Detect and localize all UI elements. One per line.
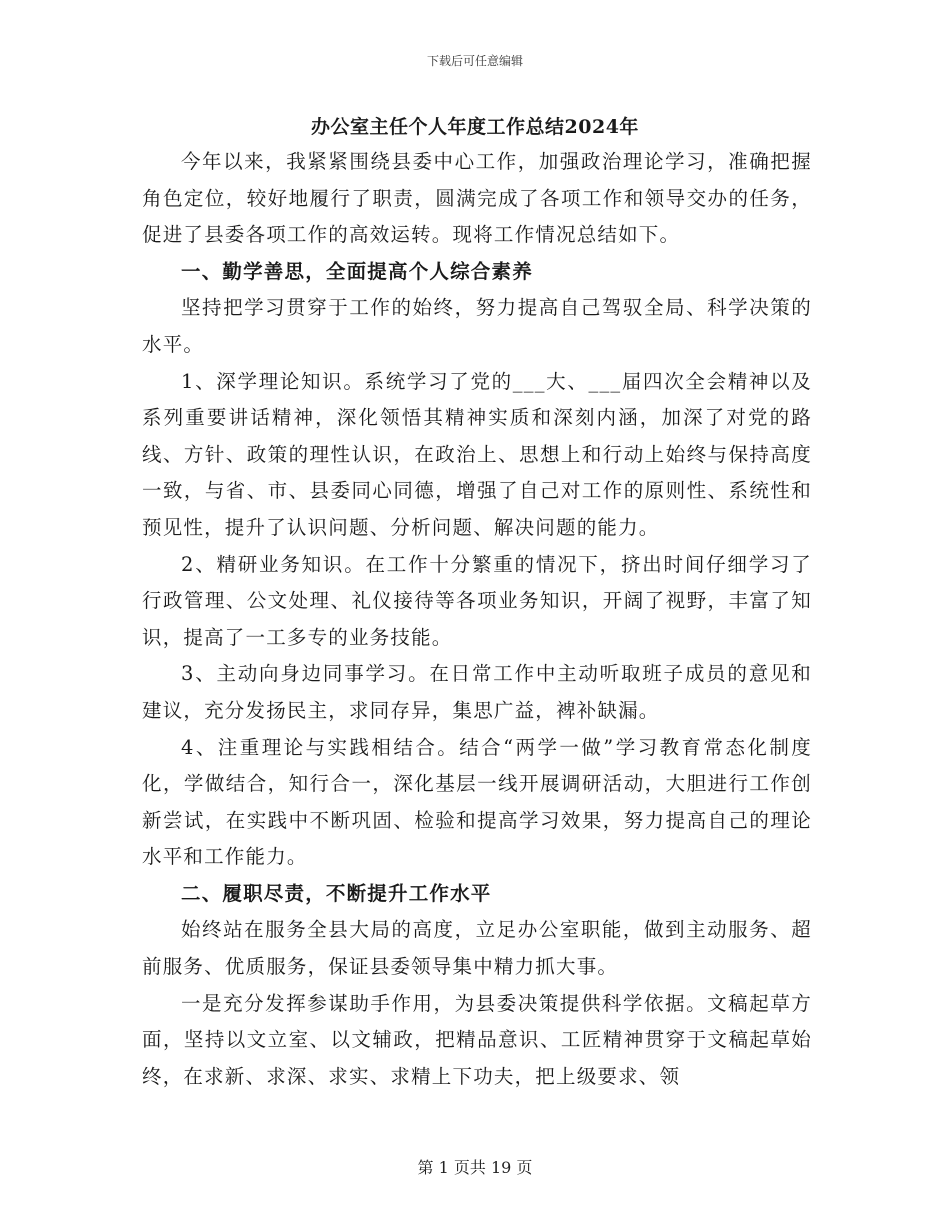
body-paragraph: 2、精研业务知识。在工作十分繁重的情况下，挤出时间仔细学习了行政管理、公文处理、礼仪接待等各项业务知识，开阔了视野，丰富了知识，提高了一工多专的业务技能。 [142,552,812,649]
page-footer: 第 1 页共 19 页 [417,1158,533,1177]
section-heading-2: 二、履职尽责，不断提升工作水平 [181,881,492,905]
document-body [142,144,812,1095]
body-paragraph: 一是充分发挥参谋助手作用，为县委决策提供科学依据。文稿起草方面，坚持以文立室、以文辅政，把精品意识、工匠精神贯穿于文稿起草始终，在求新、求深、求实、求精上下功夫，把上级要求、领 [142,991,812,1088]
body-paragraph: 3、主动向身边同事学习。在日常工作中主动听取班子成员的意见和建议，充分发扬民主，求同存异，集思广益，裨补缺漏。 [142,662,812,722]
body-paragraph: 始终站在服务全县大局的高度，立足办公室职能，做到主动服务、超前服务、优质服务，保证县委领导集中精力抓大事。 [142,918,812,979]
body-paragraph: 坚持把学习贯穿于工作的始终，努力提高自己驾驭全局、科学决策的水平。 [142,296,812,356]
section-heading-1: 一、勤学善思，全面提高个人综合素养 [181,259,533,283]
page-title: 办公室主任个人年度工作总结2024年 [311,116,639,138]
body-paragraph: 1、深学理论知识。系统学习了党的___大、___届四次全会精神以及系列重要讲话精神，深化领悟其精神实质和深刻内涵，加深了对党的路线、方针、政策的理性认识，在政治上、思想上和行动上始终与保持高度一致，与省、市、县委同心同德，增强了自己对工作的原则性、系统性和预见性，提升了认识问题、分析问题、解决问题的能力。 [142,369,812,539]
body-paragraph: 4、注重理论与实践相结合。结合“两学一做”学习教育常态化制度化，学做结合，知行合一，深化基层一线开展调研活动，大胆进行工作创新尝试，在实践中不断巩固、检验和提高学习效果，努力提高自己的理论水平和工作能力。 [142,735,812,869]
header-note: 下载后可任意编辑 [426,54,523,68]
intro-paragraph: 今年以来，我紧紧围绕县委中心工作，加强政治理论学习，准确把握角色定位，较好地履行了职责，圆满完成了各项工作和领导交办的任务，促进了县委各项工作的高效运转。现将工作情况总结如下。 [142,150,812,247]
